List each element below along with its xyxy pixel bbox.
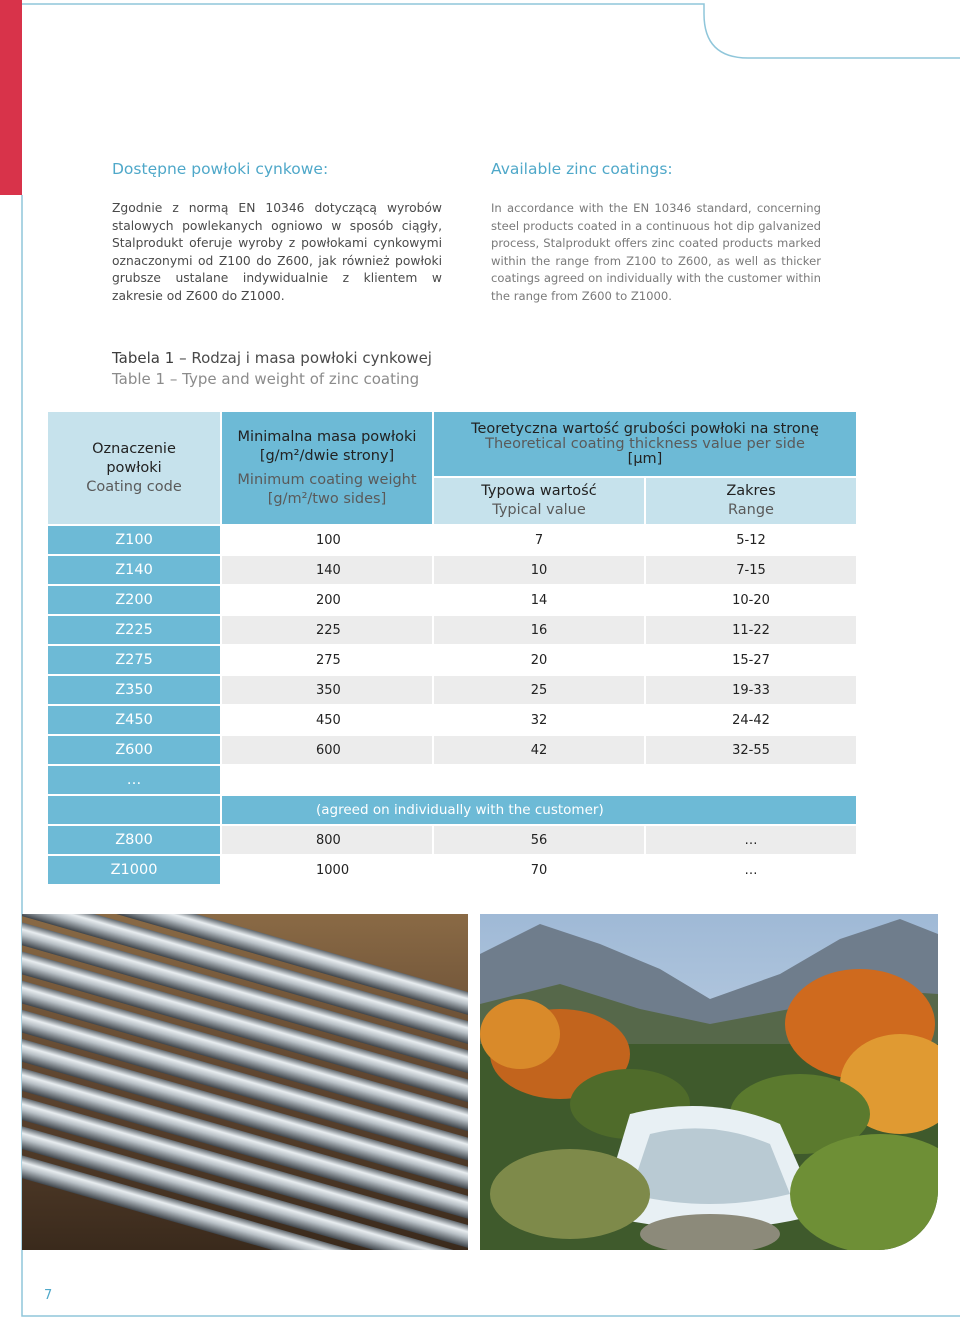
table-caption-pl bbox=[112, 348, 432, 369]
row-range: 32-55 bbox=[646, 736, 856, 764]
agreed-note: (agreed on individually with the customer) bbox=[222, 796, 856, 824]
row-typical: 20 bbox=[434, 646, 644, 674]
header-code bbox=[48, 412, 220, 524]
table-caption bbox=[112, 348, 432, 390]
row-range: 19-33 bbox=[646, 676, 856, 704]
header-code-pl: Oznaczenie powłoki bbox=[92, 440, 176, 476]
row-code: Z225 bbox=[48, 616, 220, 644]
row-typical: 32 bbox=[434, 706, 644, 734]
header-thickness-unit: [µm] bbox=[627, 450, 663, 467]
row-mass: 140 bbox=[222, 556, 432, 584]
row-mass: 350 bbox=[222, 676, 432, 704]
polish-body: Zgodnie z normą EN 10346 dotyczącą wyrobów stalowych powlekanych ogniowo w sposób ciągły, Stalprodukt oferuje wyroby z powłokami cynkowymi oznaczonymi od Z100 do Z600, jak również powłoki grubsze ustalane indywidualnie z klientem w zakresie od Z600 do Z1000. bbox=[112, 201, 442, 303]
row-code: Z275 bbox=[48, 646, 220, 674]
row-typical: 10 bbox=[434, 556, 644, 584]
row-code: Z350 bbox=[48, 676, 220, 704]
mountain-stream-photo bbox=[480, 914, 938, 1250]
caption-label-pl: Tabela 1 bbox=[112, 349, 175, 367]
english-section bbox=[491, 160, 821, 305]
row-range: 10-20 bbox=[646, 586, 856, 614]
steel-tubes-photo bbox=[22, 914, 468, 1250]
row-code: Z100 bbox=[48, 526, 220, 554]
row-mass: 225 bbox=[222, 616, 432, 644]
caption-text-pl: – Rodzaj i masa powłoki cynkowej bbox=[179, 349, 432, 367]
row-mass: 600 bbox=[222, 736, 432, 764]
polish-section bbox=[112, 160, 442, 305]
polish-heading: Dostępne powłoki cynkowe: bbox=[112, 160, 329, 178]
row-mass: 1000 bbox=[222, 856, 432, 884]
row-typical: 42 bbox=[434, 736, 644, 764]
row-code: Z140 bbox=[48, 556, 220, 584]
table-caption-en bbox=[112, 369, 432, 390]
row-code: Z450 bbox=[48, 706, 220, 734]
row-code: Z800 bbox=[48, 826, 220, 854]
header-thickness bbox=[434, 412, 856, 476]
header-typical bbox=[434, 478, 644, 524]
page-number: 7 bbox=[44, 1288, 53, 1303]
english-heading: Available zinc coatings: bbox=[491, 160, 673, 178]
english-body: In accordance with the EN 10346 standard, concerning steel products coated in a continuous hot dip galvanized process, Stalprodukt offers zinc coated products marked within the range from Z100 to Z600, as well as thicker coatings agreed on individually with the customer within the range from Z600 to Z1000. bbox=[491, 201, 821, 303]
row-code-blank bbox=[48, 796, 220, 824]
caption-text-en: – Type and weight of zinc coating bbox=[169, 370, 420, 388]
header-range-en: Range bbox=[728, 502, 774, 518]
header-mass-en: Minimum coating weight [g/m²/two sides] bbox=[237, 471, 417, 507]
header-typical-pl: Typowa wartość bbox=[481, 483, 597, 499]
header-typical-en: Typical value bbox=[492, 502, 586, 518]
red-accent-bar bbox=[0, 0, 22, 195]
row-range: … bbox=[646, 826, 856, 854]
row-typical: 56 bbox=[434, 826, 644, 854]
row-typical: 70 bbox=[434, 856, 644, 884]
row-range: 7-15 bbox=[646, 556, 856, 584]
header-range bbox=[646, 478, 856, 524]
row-range: … bbox=[646, 856, 856, 884]
row-typical: 25 bbox=[434, 676, 644, 704]
row-mass: 800 bbox=[222, 826, 432, 854]
caption-label-en: Table 1 bbox=[112, 370, 166, 388]
row-range: 24-42 bbox=[646, 706, 856, 734]
row-range: 15-27 bbox=[646, 646, 856, 674]
row-range: 5-12 bbox=[646, 526, 856, 554]
row-code: Z1000 bbox=[48, 856, 220, 884]
header-mass bbox=[222, 412, 432, 524]
row-mass: 100 bbox=[222, 526, 432, 554]
row-mass: 450 bbox=[222, 706, 432, 734]
row-typical: 7 bbox=[434, 526, 644, 554]
row-code-ellipsis: … bbox=[48, 766, 220, 794]
row-code: Z200 bbox=[48, 586, 220, 614]
row-typical: 14 bbox=[434, 586, 644, 614]
row-mass: 200 bbox=[222, 586, 432, 614]
row-code: Z600 bbox=[48, 736, 220, 764]
header-thickness-en: Theoretical coating thickness value per side bbox=[485, 435, 805, 452]
header-thickness-pl: Teoretyczna wartość grubości powłoki na stronę bbox=[471, 420, 819, 437]
header-range-pl: Zakres bbox=[726, 483, 776, 499]
row-mass: 275 bbox=[222, 646, 432, 674]
row-range: 11-22 bbox=[646, 616, 856, 644]
header-mass-pl: Minimalna masa powłoki [g/m²/dwie strony] bbox=[237, 428, 417, 464]
row-typical: 16 bbox=[434, 616, 644, 644]
header-code-en: Coating code bbox=[86, 478, 182, 495]
